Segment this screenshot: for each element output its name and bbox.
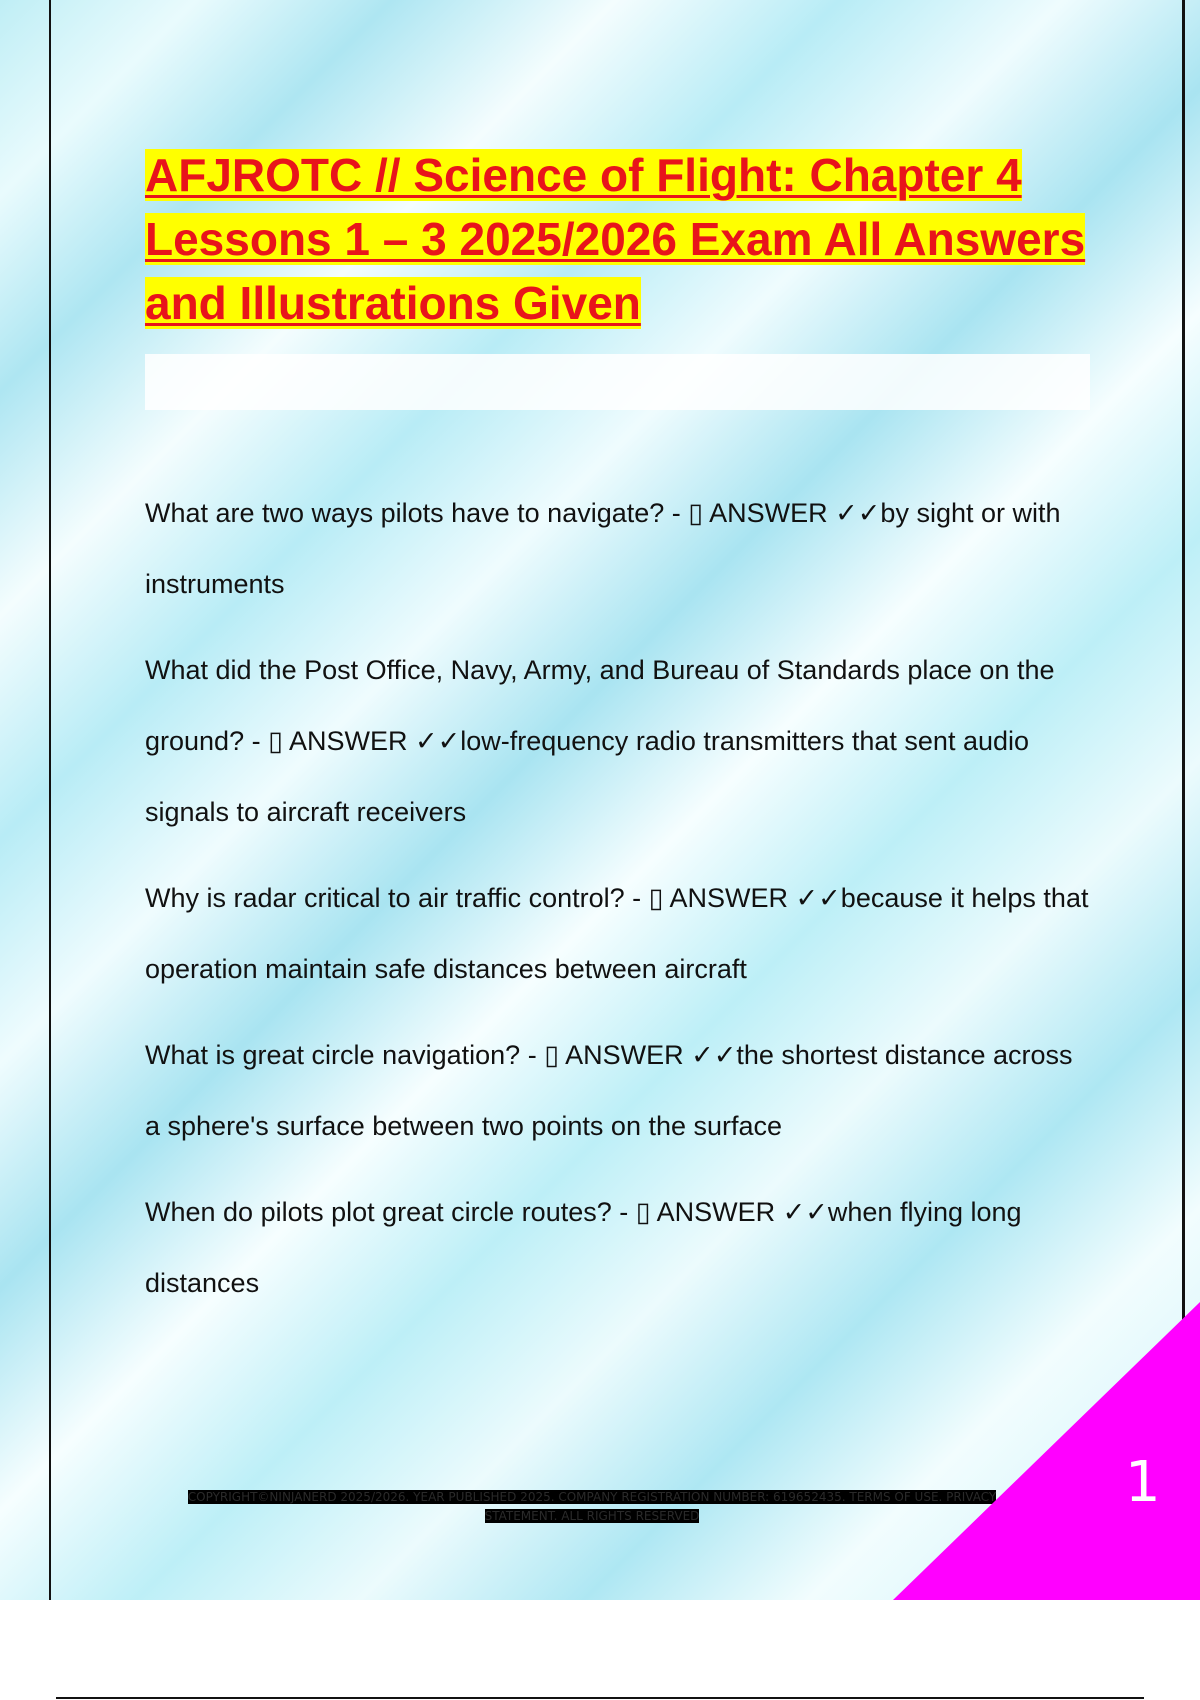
answer-text: the shortest distance across a sphere's surface between two points on the surface — [145, 1040, 1073, 1141]
qa-item-4 — [145, 1020, 1090, 1162]
question-text: When do pilots plot great circle routes? — [145, 1197, 612, 1227]
left-border-line — [49, 0, 51, 1600]
qa-item-1 — [145, 478, 1090, 620]
qa-list — [145, 478, 1090, 1334]
page-number: 1 — [1125, 1450, 1161, 1515]
question-text: What did the Post Office, Navy, Army, and Bureau of Standards place on the ground? — [145, 655, 1055, 756]
answer-marker: - ▯ ANSWER ✓✓ — [527, 1040, 737, 1070]
question-text: Why is radar critical to air traffic control? — [145, 883, 625, 913]
answer-text: low-frequency radio transmitters that sent audio signals to aircraft receivers — [145, 726, 1030, 827]
answer-marker: - ▯ ANSWER ✓✓ — [251, 726, 461, 756]
bottom-rule — [56, 1697, 1144, 1699]
answer-marker: - ▯ ANSWER ✓✓ — [632, 883, 841, 913]
answer-marker: - ▯ ANSWER ✓✓ — [671, 498, 881, 528]
document-title — [145, 143, 1090, 335]
blank-band — [145, 354, 1090, 410]
answer-text: because it helps that operation maintain safe distances between aircraft — [145, 883, 1089, 984]
qa-item-3 — [145, 863, 1090, 1005]
question-text: What are two ways pilots have to navigate? — [145, 498, 665, 528]
qa-item-5 — [145, 1177, 1090, 1319]
answer-marker: - ▯ ANSWER ✓✓ — [619, 1197, 828, 1227]
answer-text: when flying long distances — [145, 1197, 1022, 1298]
qa-item-2 — [145, 635, 1090, 848]
document-title-text: AFJROTC // Science of Flight: Chapter 4 Lessons 1 – 3 2025/2026 Exam All Answers and Illustrations Given — [145, 149, 1086, 329]
copyright-footer — [172, 1488, 1012, 1526]
copyright-footer-text: COPYRIGHT©NINJANERD 2025/2026. YEAR PUBLISHED 2025. COMPANY REGISTRATION NUMBER: 619652435. TERMS OF USE. PRIVACY STATEMENT. ALL RIGHTS RESERVED — [187, 1490, 997, 1523]
question-text: What is great circle navigation? — [145, 1040, 521, 1070]
answer-text: by sight or with instruments — [145, 498, 1061, 599]
